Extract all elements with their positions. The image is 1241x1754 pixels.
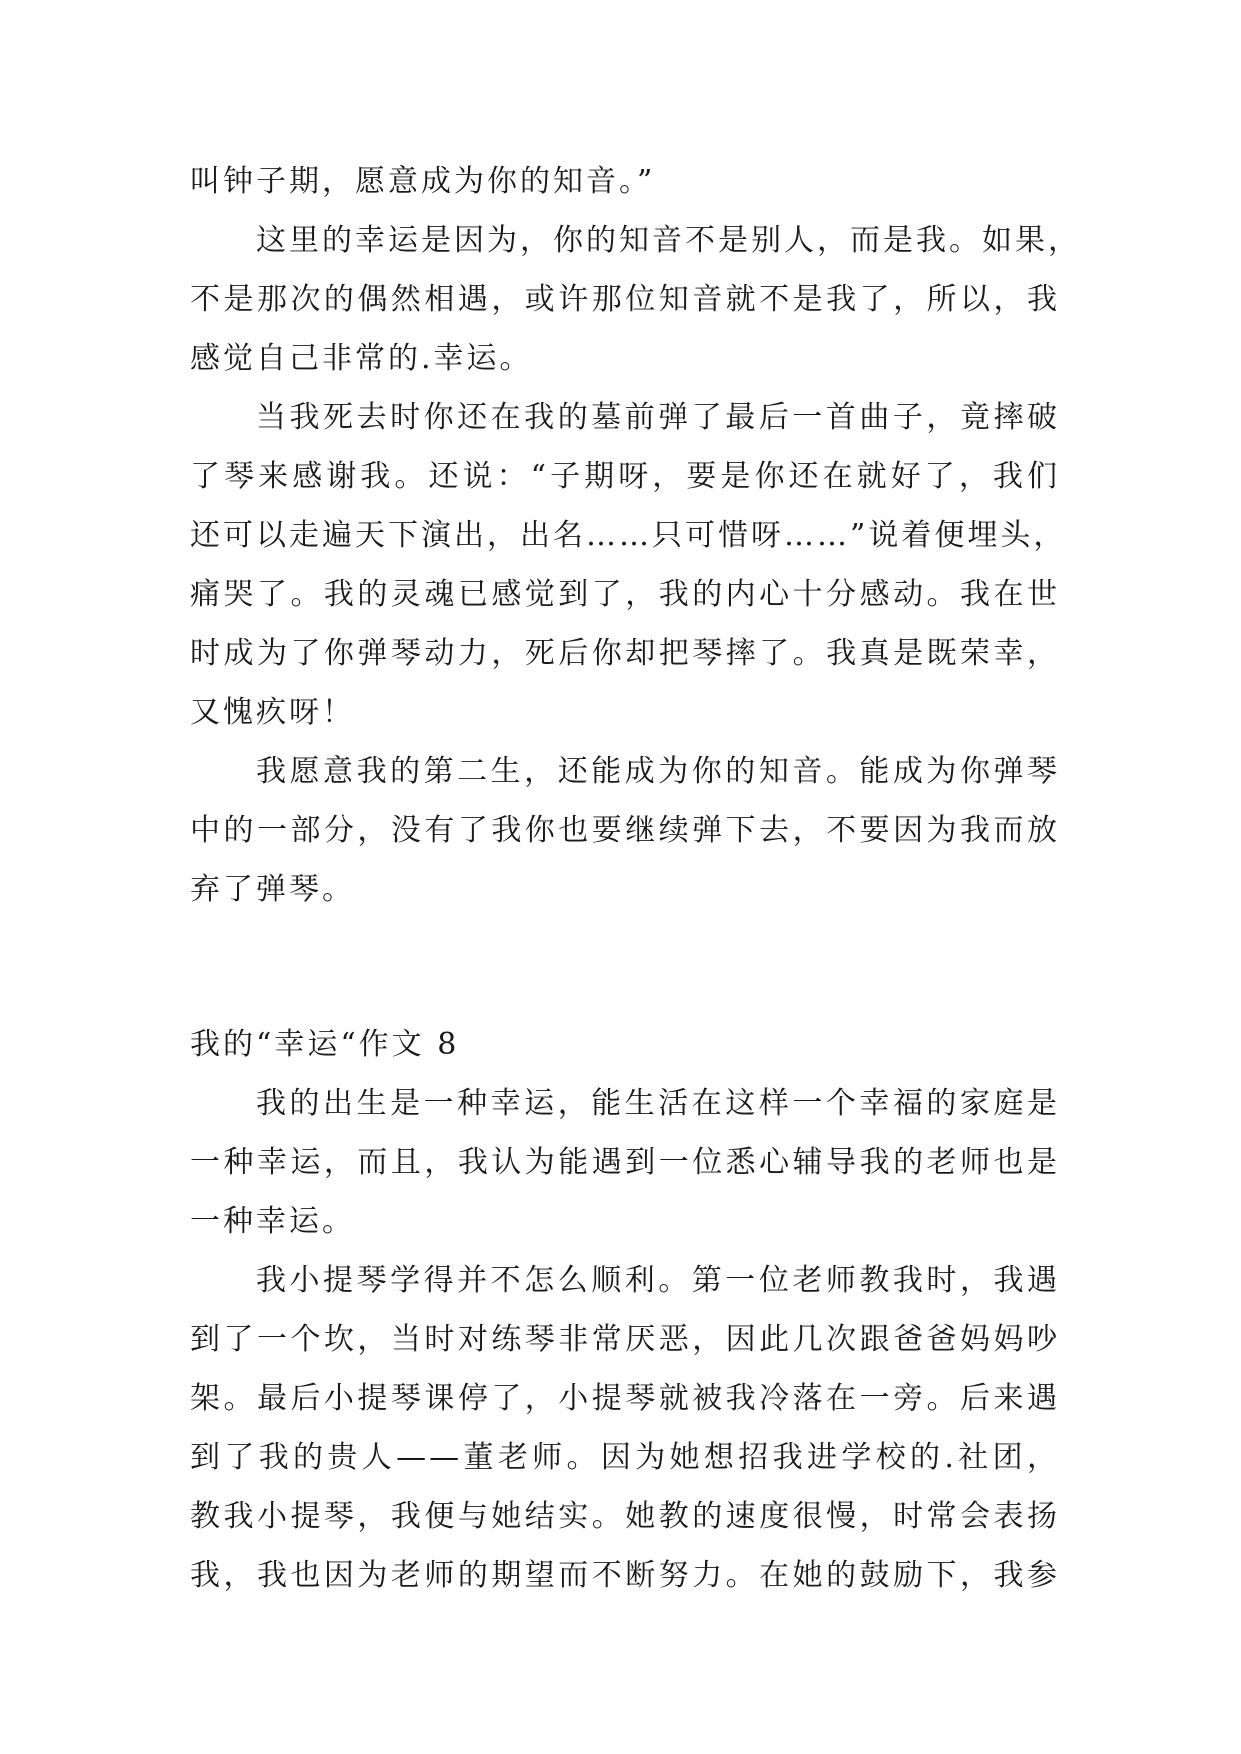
paragraph-line: 我，我也因为老师的期望而不断努力。在她的鼓励下，我参 bbox=[190, 1558, 1060, 1593]
paragraph-line: 这里的幸运是因为，你的知音不是别人，而是我。如果， bbox=[256, 223, 1081, 258]
paragraph-line: 又愧疚呀！ bbox=[190, 695, 355, 730]
paragraph-line: 我的出生是一种幸运，能生活在这样一个幸福的家庭是 bbox=[256, 1086, 1060, 1121]
paragraph-line: 还可以走遍天下演出，出名……只可惜呀……”说着便埋头， bbox=[190, 518, 1067, 553]
paragraph-line: 教我小提琴，我便与她结实。她教的速度很慢，时常会表扬 bbox=[190, 1499, 1060, 1534]
document-body bbox=[190, 152, 1081, 1605]
paragraph-line: 当我死去时你还在我的墓前弹了最后一首曲子，竟摔破 bbox=[256, 400, 1060, 435]
paragraph-line: 痛哭了。我的灵魂已感觉到了，我的内心十分感动。我在世 bbox=[190, 577, 1060, 612]
paragraph-line: 到了我的贵人——董老师。因为她想招我进学校的.社团， bbox=[190, 1440, 1060, 1475]
paragraph-line: 架。最后小提琴课停了，小提琴就被我冷落在一旁。后来遇 bbox=[190, 1381, 1060, 1416]
paragraph-line: 弃了弹琴。 bbox=[190, 872, 355, 907]
paragraph-line: 一种幸运，而且，我认为能遇到一位悉心辅导我的老师也是 bbox=[190, 1145, 1060, 1180]
paragraph-line: 一种幸运。 bbox=[190, 1204, 355, 1239]
paragraph-line: 感觉自己非常的.幸运。 bbox=[190, 341, 533, 376]
paragraph-line: 不是那次的偶然相遇，或许那位知音就不是我了，所以，我 bbox=[190, 282, 1060, 317]
section-spacer bbox=[190, 919, 1060, 1015]
paragraph-continuation-line: 叫钟子期，愿意成为你的知音。” bbox=[190, 164, 656, 199]
paragraph-line: 了琴来感谢我。还说：“子期呀，要是你还在就好了，我们 bbox=[190, 459, 1060, 494]
paragraph-line: 中的一部分，没有了我你也要继续弹下去，不要因为我而放 bbox=[190, 813, 1060, 848]
paragraph-line: 时成为了你弹琴动力，死后你却把琴摔了。我真是既荣幸， bbox=[190, 636, 1060, 671]
paragraph-line: 我愿意我的第二生，还能成为你的知音。能成为你弹琴 bbox=[256, 754, 1060, 789]
section-heading: 我的“幸运“作文 8 bbox=[190, 1027, 460, 1062]
paragraph-line: 到了一个坎，当时对练琴非常厌恶，因此几次跟爸爸妈妈吵 bbox=[190, 1322, 1060, 1357]
paragraph-line: 我小提琴学得并不怎么顺利。第一位老师教我时，我遇 bbox=[256, 1263, 1060, 1298]
